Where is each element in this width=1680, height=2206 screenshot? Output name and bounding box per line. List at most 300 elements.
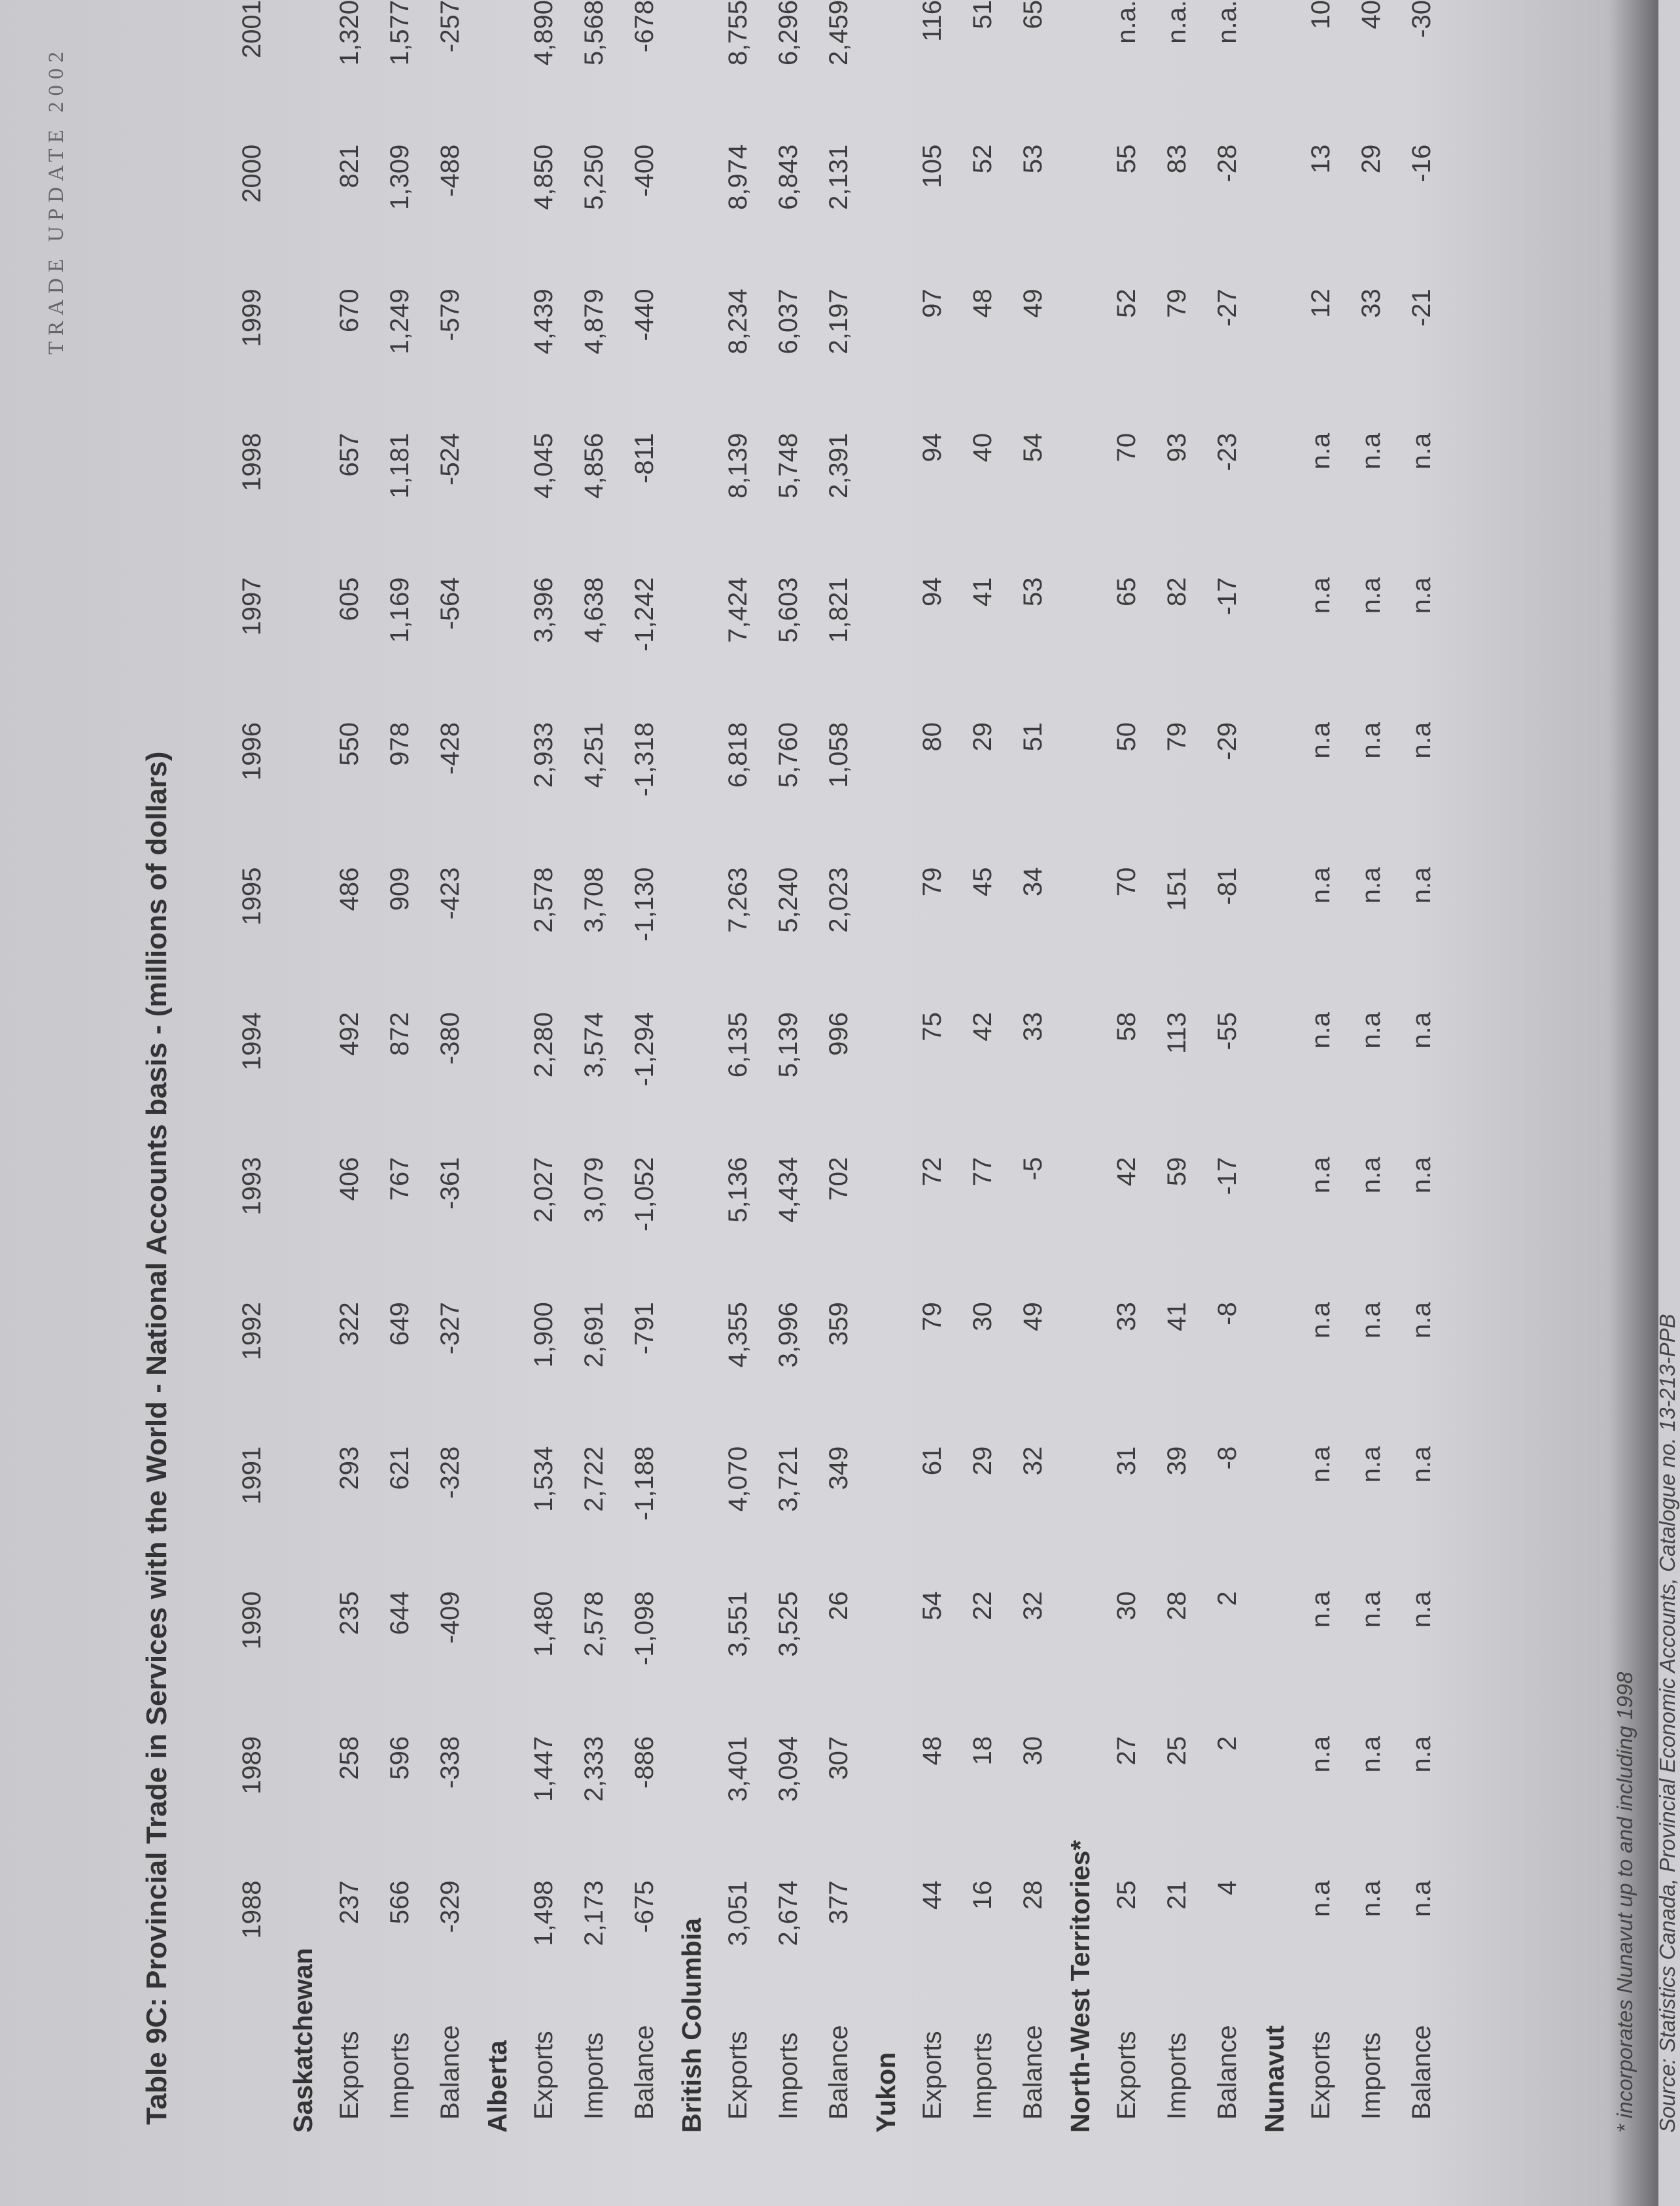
row-label: Balance (824, 2025, 853, 2120)
year-header-1989: 1989 (237, 1736, 266, 1795)
table-row (814, 0, 864, 2133)
table-cell: 75 (918, 1012, 947, 1042)
table-cell: 872 (385, 1012, 414, 1056)
table-cell: 5,760 (774, 722, 803, 788)
table-cell: 1,534 (529, 1446, 558, 1512)
table-cell: -791 (630, 1302, 659, 1355)
table-cell: 2,578 (580, 1591, 608, 1657)
year-header-1990: 1990 (237, 1591, 266, 1650)
source-note: Source: Statistics Canada, Provincial Economic Accounts, Catalogue no. 13-213-PPB (1655, 1314, 1679, 2133)
row-label: Imports (774, 2032, 803, 2120)
table-cell: 5,250 (580, 144, 608, 210)
table-row (1102, 0, 1152, 2133)
table-cell: n.a (1306, 1302, 1335, 1339)
table-cell: n.a (1306, 867, 1335, 904)
table-cell: 151 (1163, 867, 1191, 911)
table-row (958, 0, 1008, 2133)
table-cell: 39 (1163, 1446, 1191, 1476)
table-cell: 61 (918, 1446, 947, 1476)
table-cell: -29 (1213, 722, 1242, 760)
table-cell: 52 (1112, 289, 1141, 318)
trade-services-table (222, 0, 1447, 2133)
table-cell: 79 (918, 867, 947, 897)
table-cell: n.a (1357, 1736, 1386, 1773)
year-header-2000: 2000 (237, 144, 266, 203)
table-cell: n.a (1306, 432, 1335, 470)
row-label: Exports (335, 2031, 364, 2120)
table-row (519, 0, 569, 2133)
table-cell: 54 (1019, 432, 1047, 463)
table-cell: 307 (824, 1736, 853, 1780)
table-cell: 670 (335, 289, 364, 333)
table-cell: 293 (335, 1446, 364, 1490)
table-cell: 4,355 (724, 1302, 752, 1368)
table-cell: n.a (1357, 1302, 1386, 1339)
section-header-row (1253, 0, 1296, 2133)
section-header-row (281, 0, 324, 2133)
table-cell: 77 (968, 1157, 997, 1187)
table-cell: 79 (1163, 289, 1191, 318)
table-cell: 1,320 (335, 0, 364, 66)
table-row (713, 0, 763, 2133)
table-cell: 49 (1019, 289, 1047, 318)
table-cell: 79 (1163, 722, 1191, 752)
table-cell: 49 (1019, 1302, 1047, 1331)
table-cell: 3,996 (774, 1302, 803, 1368)
row-label: Imports (385, 2032, 414, 2120)
table-cell: 94 (918, 577, 947, 606)
section-header-row (476, 0, 519, 2133)
table-cell: 45 (968, 867, 997, 897)
table-cell: -678 (630, 0, 659, 53)
table-cell: 3,094 (774, 1736, 803, 1802)
year-header-1992: 1992 (237, 1302, 266, 1361)
table-cell: 8,974 (724, 144, 752, 210)
table-cell: 59 (1163, 1157, 1191, 1187)
table-cell: 33 (1112, 1302, 1141, 1331)
table-cell: 113 (1163, 1012, 1191, 1054)
table-row (1346, 0, 1397, 2133)
table-cell: 4,638 (580, 577, 608, 643)
table-cell: n.a (1306, 1880, 1335, 1917)
table-cell: n.a (1407, 432, 1436, 470)
table-cell: n.a (1407, 1012, 1436, 1049)
table-cell: -55 (1213, 1012, 1242, 1050)
table-cell: -400 (630, 144, 659, 197)
table-row (763, 0, 814, 2133)
table-cell: 34 (1019, 867, 1047, 897)
table-row (907, 0, 958, 2133)
table-cell: n.a (1407, 1736, 1436, 1773)
table-cell: -423 (436, 867, 464, 920)
table-cell: 30 (1019, 1736, 1047, 1766)
table-row (620, 0, 670, 2133)
table-cell: 1,498 (529, 1880, 558, 1946)
table-cell: 2,691 (580, 1302, 608, 1368)
table-cell: 657 (335, 432, 364, 477)
table-cell: 72 (918, 1157, 947, 1187)
table-cell: 2,933 (529, 722, 558, 788)
table-cell: -1,242 (630, 577, 659, 652)
row-label: Balance (1213, 2025, 1242, 2120)
table-cell: 2,674 (774, 1880, 803, 1946)
row-label: Imports (1163, 2032, 1191, 2120)
table-cell: 51 (1019, 722, 1047, 752)
table-cell: 18 (968, 1736, 997, 1766)
table-cell: 2,722 (580, 1446, 608, 1512)
table-cell: n.a (1407, 1880, 1436, 1917)
table-cell: -23 (1213, 432, 1242, 471)
year-header-1988: 1988 (237, 1880, 266, 1939)
table-cell: 322 (335, 1302, 364, 1346)
table-cell: 116 (918, 0, 947, 42)
table-cell: 42 (968, 1012, 997, 1042)
table-cell: 1,181 (385, 432, 414, 499)
table-cell: 3,721 (774, 1446, 803, 1512)
table-cell: 6,135 (724, 1012, 752, 1078)
table-cell: n.a (1357, 1012, 1386, 1049)
table-cell: 25 (1163, 1736, 1191, 1766)
row-label: Exports (724, 2031, 752, 2120)
table-cell: 41 (968, 577, 997, 606)
table-cell: 33 (1019, 1012, 1047, 1042)
table-cell: 54 (918, 1591, 947, 1620)
table-cell: -886 (630, 1736, 659, 1789)
table-cell: 40 (1357, 0, 1386, 29)
table-row (1202, 0, 1253, 2133)
table-row (425, 0, 476, 2133)
year-header-1996: 1996 (237, 722, 266, 781)
table-cell: 2,131 (824, 144, 853, 210)
table-cell: 65 (1112, 577, 1141, 606)
table-cell: -675 (630, 1880, 659, 1933)
table-cell: 2,459 (824, 0, 853, 66)
row-label: Balance (630, 2025, 659, 2120)
table-cell: -1,052 (630, 1157, 659, 1232)
table-cell: -579 (436, 289, 464, 341)
table-cell: n.a (1357, 577, 1386, 614)
section-name: Nunavut (1259, 2025, 1289, 2133)
table-cell: 30 (1112, 1591, 1141, 1620)
table-cell: 4,439 (529, 289, 558, 355)
table-cell: 550 (335, 722, 364, 766)
table-cell: n.a (1407, 867, 1436, 904)
year-header-1993: 1993 (237, 1157, 266, 1216)
table-cell: 26 (824, 1591, 853, 1620)
table-cell: 82 (1163, 577, 1191, 606)
table-cell: 25 (1112, 1880, 1141, 1910)
year-header-1991: 1991 (237, 1446, 266, 1505)
table-cell: 27 (1112, 1736, 1141, 1766)
table-cell: n.a. (1163, 0, 1191, 44)
table-cell: -329 (436, 1880, 464, 1933)
table-cell: -27 (1213, 289, 1242, 327)
table-cell: 6,818 (724, 722, 752, 788)
running-header: TRADE UPDATE 2002 (44, 46, 68, 355)
table-cell: 29 (968, 1446, 997, 1476)
year-header-1995: 1995 (237, 867, 266, 926)
table-cell: 42 (1112, 1157, 1141, 1187)
row-label: Balance (1019, 2025, 1047, 2120)
table-cell: 4,879 (580, 289, 608, 355)
table-cell: 605 (335, 577, 364, 622)
table-cell: 7,263 (724, 867, 752, 933)
table-cell: 4,856 (580, 432, 608, 499)
table-cell: 52 (968, 144, 997, 174)
section-header-row (864, 0, 907, 2133)
table-row (1296, 0, 1346, 2133)
table-cell: -440 (630, 289, 659, 341)
table-cell: 105 (918, 144, 947, 188)
table-cell: 1,821 (824, 577, 853, 643)
table-cell: -564 (436, 577, 464, 630)
table-cell: 4 (1213, 1880, 1242, 1895)
table-cell: 97 (918, 289, 947, 318)
table-cell: -16 (1407, 144, 1436, 183)
table-cell: 4,890 (529, 0, 558, 66)
table-cell: 53 (1019, 144, 1047, 174)
table-cell: 10 (1306, 0, 1335, 29)
table-cell: 566 (385, 1880, 414, 1925)
table-cell: 821 (335, 144, 364, 188)
table-cell: 2 (1213, 1591, 1242, 1606)
table-cell: 2,027 (529, 1157, 558, 1223)
row-label: Exports (529, 2031, 558, 2120)
table-cell: -17 (1213, 1157, 1242, 1195)
table-cell: -1,188 (630, 1446, 659, 1521)
table-cell: -428 (436, 722, 464, 775)
table-cell: 33 (1357, 289, 1386, 318)
table-cell: -257 (436, 0, 464, 53)
table-cell: 406 (335, 1157, 364, 1201)
table-cell: n.a (1407, 1446, 1436, 1483)
table-cell: 5,568 (580, 0, 608, 66)
table-cell: 16 (968, 1880, 997, 1910)
row-label: Exports (1112, 2031, 1141, 2120)
table-cell: 4,045 (529, 432, 558, 499)
table-cell: n.a (1306, 1591, 1335, 1628)
table-cell: 30 (968, 1302, 997, 1331)
table-cell: 48 (918, 1736, 947, 1766)
table-cell: -361 (436, 1157, 464, 1210)
table-cell: 235 (335, 1591, 364, 1636)
table-cell: 1,480 (529, 1591, 558, 1657)
table-cell: 94 (918, 432, 947, 463)
table-cell: 3,574 (580, 1012, 608, 1078)
table-cell: -488 (436, 144, 464, 197)
table-cell: -524 (436, 432, 464, 485)
table-cell: 21 (1163, 1880, 1191, 1910)
footnote: * incorporates Nunavut up to and including 1998 (1613, 1672, 1637, 2133)
table-cell: 2,173 (580, 1880, 608, 1946)
table-cell: 644 (385, 1591, 414, 1636)
table-cell: 51 (968, 0, 997, 29)
table-cell: 2,578 (529, 867, 558, 933)
table-cell: n.a (1357, 432, 1386, 470)
row-label: Imports (968, 2032, 997, 2120)
table-cell: 1,900 (529, 1302, 558, 1368)
table-cell: n.a (1306, 1012, 1335, 1049)
table-cell: n.a (1357, 1446, 1386, 1483)
table-cell: 3,396 (529, 577, 558, 643)
table-row (375, 0, 425, 2133)
table-cell: 2,391 (824, 432, 853, 499)
table-cell: 53 (1019, 577, 1047, 606)
table-cell: -1,098 (630, 1591, 659, 1666)
row-label: Imports (1357, 2032, 1386, 2120)
table-cell: 702 (824, 1157, 853, 1201)
table-cell: 359 (824, 1302, 853, 1346)
table-cell: 5,748 (774, 432, 803, 499)
table-cell: -1,318 (630, 722, 659, 797)
table-cell: n.a (1407, 1302, 1436, 1339)
table-cell: n.a (1357, 722, 1386, 759)
table-cell: 621 (385, 1446, 414, 1490)
table-cell: -327 (436, 1302, 464, 1355)
table-cell: -338 (436, 1736, 464, 1789)
table-cell: n.a (1407, 577, 1436, 614)
table-cell: 5,603 (774, 577, 803, 643)
table-row (324, 0, 375, 2133)
table-cell: 1,309 (385, 144, 414, 210)
table-cell: 3,525 (774, 1591, 803, 1657)
table-cell: 486 (335, 867, 364, 911)
table-row (569, 0, 620, 2133)
section-name: Yukon (870, 2052, 901, 2133)
table-cell: 5,240 (774, 867, 803, 933)
year-header-row (222, 0, 281, 2133)
row-label: Imports (580, 2032, 608, 2120)
table-cell: 32 (1019, 1591, 1047, 1620)
table-cell: 4,850 (529, 144, 558, 210)
table-cell: 1,447 (529, 1736, 558, 1802)
table-cell: 2,197 (824, 289, 853, 355)
table-cell: 8,234 (724, 289, 752, 355)
table-cell: 492 (335, 1012, 364, 1056)
table-cell: 65 (1019, 0, 1047, 29)
table-cell: 4,251 (580, 722, 608, 788)
section-name: North-West Territories* (1064, 1840, 1095, 2133)
table-cell: 377 (824, 1880, 853, 1925)
year-header-1997: 1997 (237, 577, 266, 636)
row-label-header (222, 2025, 281, 2133)
table-cell: 28 (1019, 1880, 1047, 1910)
section-name: Saskatchewan (287, 1948, 318, 2133)
table-row (1008, 0, 1059, 2133)
table-cell: n.a (1357, 1591, 1386, 1628)
row-label: Exports (1306, 2031, 1335, 2120)
table-cell: 83 (1163, 144, 1191, 174)
table-cell: n.a (1306, 1736, 1335, 1773)
table-cell: 29 (1357, 144, 1386, 174)
table-cell: 767 (385, 1157, 414, 1201)
table-cell: 55 (1112, 144, 1141, 174)
section-header-row (670, 0, 713, 2133)
table-cell: 80 (918, 722, 947, 752)
table-cell: 6,296 (774, 0, 803, 66)
table-cell: 978 (385, 722, 414, 766)
table-row (1152, 0, 1202, 2133)
row-label: Balance (436, 2025, 464, 2120)
table-cell: 48 (968, 289, 997, 318)
table-cell: 3,079 (580, 1157, 608, 1223)
table-cell: n.a (1407, 1157, 1436, 1194)
table-cell: 237 (335, 1880, 364, 1925)
table-cell: 1,249 (385, 289, 414, 355)
table-cell: 7,424 (724, 577, 752, 643)
year-header-1994: 1994 (237, 1012, 266, 1071)
table-cell: 22 (968, 1591, 997, 1620)
table-cell: 2,023 (824, 867, 853, 933)
table-cell: 2,280 (529, 1012, 558, 1078)
table-cell: 4,434 (774, 1157, 803, 1223)
table-cell: -5 (1019, 1157, 1047, 1181)
table-cell: 3,401 (724, 1736, 752, 1802)
table-cell: n.a (1357, 1880, 1386, 1917)
section-header-row (1059, 0, 1102, 2133)
table-cell: 596 (385, 1736, 414, 1780)
table-cell: -380 (436, 1012, 464, 1065)
table-cell: 41 (1163, 1302, 1191, 1331)
table-cell: 93 (1163, 432, 1191, 463)
table-cell: 58 (1112, 1012, 1141, 1042)
table-row (1397, 0, 1447, 2133)
table-cell: 258 (335, 1736, 364, 1780)
table-cell: n.a (1306, 577, 1335, 614)
table-cell: n.a (1306, 722, 1335, 759)
table-body (281, 0, 1447, 2133)
table-cell: 70 (1112, 867, 1141, 897)
table-cell: -8 (1213, 1302, 1242, 1325)
table-cell: 31 (1112, 1446, 1141, 1476)
table-cell: 79 (918, 1302, 947, 1331)
table-cell: 28 (1163, 1591, 1191, 1620)
table-cell: n.a (1306, 1157, 1335, 1194)
table-cell: 349 (824, 1446, 853, 1490)
table-cell: 6,037 (774, 289, 803, 355)
table-cell: n.a (1357, 1157, 1386, 1194)
table-cell: -328 (436, 1446, 464, 1499)
table-cell: 1,169 (385, 577, 414, 643)
year-header-1998: 1998 (237, 432, 266, 491)
table-cell: 5,139 (774, 1012, 803, 1078)
table-cell: n.a (1407, 722, 1436, 759)
table-cell: n.a. (1112, 0, 1141, 44)
table-cell: -1,130 (630, 867, 659, 941)
table-cell: 5,136 (724, 1157, 752, 1223)
table-cell: 50 (1112, 722, 1141, 752)
table-title: Table 9C: Provincial Trade in Services with the World - National Accounts basis - (millions of dollars) (141, 751, 173, 2125)
table-cell: 909 (385, 867, 414, 911)
table-cell: 6,843 (774, 144, 803, 210)
table-cell: 2 (1213, 1736, 1242, 1751)
table-cell: 3,551 (724, 1591, 752, 1657)
table-cell: -1,294 (630, 1012, 659, 1087)
year-header-1999: 1999 (237, 289, 266, 347)
table-cell: 13 (1306, 144, 1335, 174)
table-cell: -17 (1213, 577, 1242, 616)
table-cell: -81 (1213, 867, 1242, 905)
table-cell: -21 (1407, 289, 1436, 327)
table-cell: 29 (968, 722, 997, 752)
table-cell: 649 (385, 1302, 414, 1346)
table-cell: 3,051 (724, 1880, 752, 1946)
table-cell: 12 (1306, 289, 1335, 318)
table-cell: 1,577 (385, 0, 414, 66)
table-cell: 8,755 (724, 0, 752, 66)
table-cell: 996 (824, 1012, 853, 1056)
table-cell: n.a (1357, 867, 1386, 904)
